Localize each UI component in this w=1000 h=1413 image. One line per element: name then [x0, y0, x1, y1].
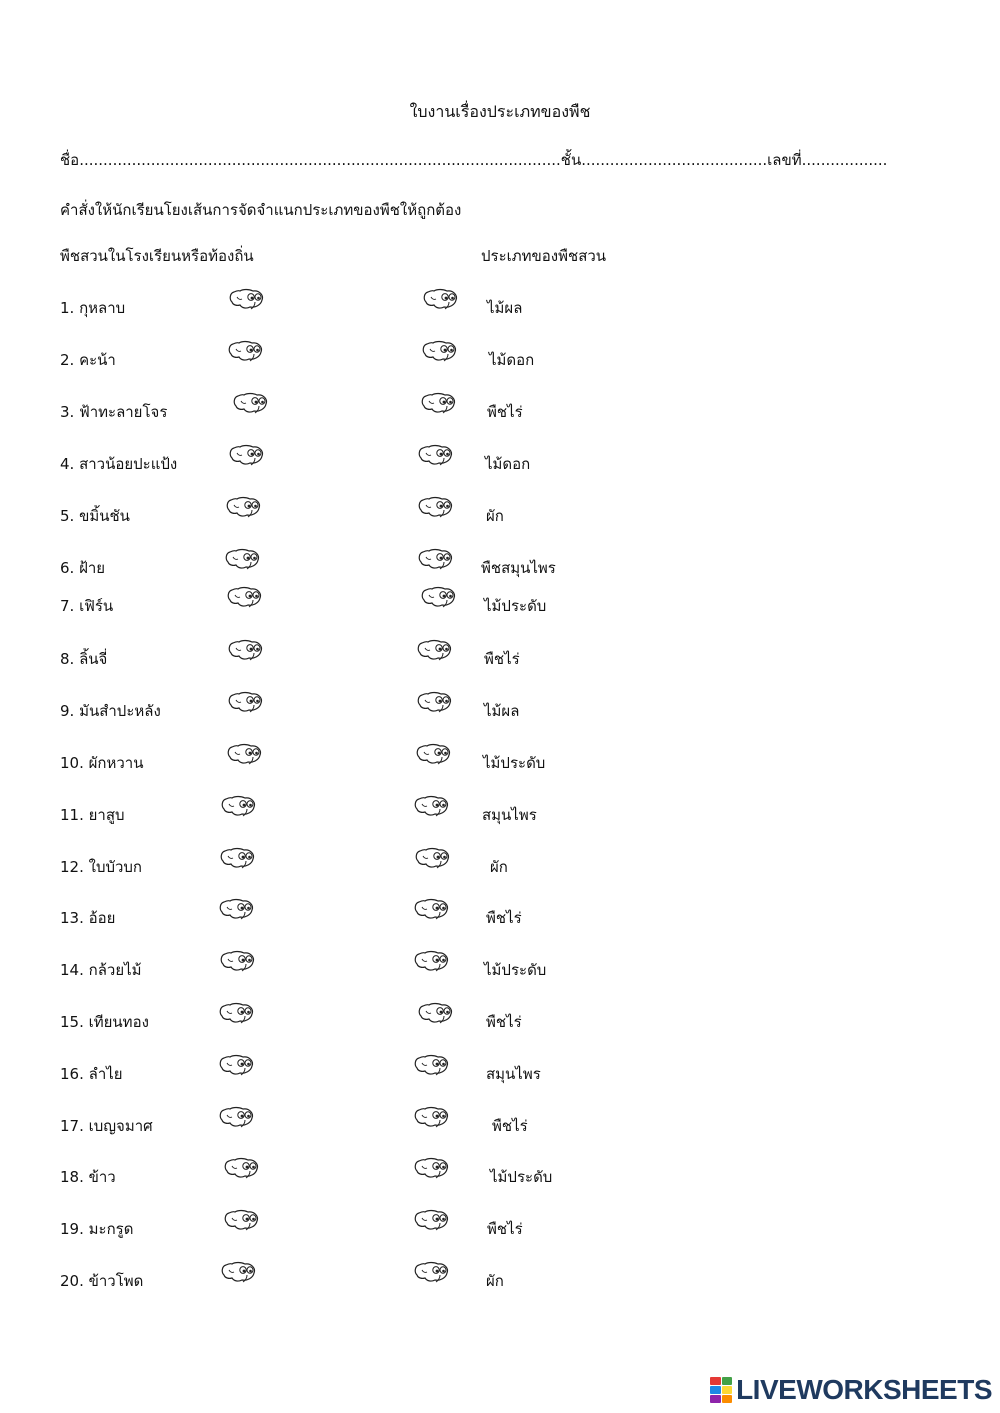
elephant-icon[interactable]	[416, 639, 454, 663]
elephant-icon[interactable]	[417, 444, 455, 468]
elephant-icon[interactable]	[227, 639, 265, 663]
plant-item: 7. เฟิร์น	[60, 597, 114, 615]
name-field[interactable]: ชื่อ.....................................................................................................	[60, 151, 561, 169]
elephant-icon[interactable]	[414, 847, 452, 871]
elephant-icon[interactable]	[225, 496, 263, 520]
liveworksheets-logo	[710, 1373, 992, 1407]
plant-category: ไม้ประดับ	[490, 1168, 553, 1186]
plant-item: 6. ฝ้าย	[60, 559, 106, 577]
elephant-icon[interactable]	[228, 444, 266, 468]
plant-category: พืชไร่	[486, 909, 522, 927]
plant-item: 19. มะกรูด	[60, 1220, 134, 1238]
plant-category: ไม้ประดับ	[484, 961, 547, 979]
plant-item: 16. ลำไย	[60, 1065, 123, 1083]
plant-item: 15. เทียนทอง	[60, 1013, 149, 1031]
elephant-icon[interactable]	[227, 691, 265, 715]
plant-category: พืชไร่	[487, 403, 523, 421]
plant-item: 10. ผักหวาน	[60, 754, 144, 772]
plant-item: 4. สาวน้อยปะแป้ง	[60, 455, 178, 473]
plant-item: 1. กุหลาบ	[60, 299, 126, 317]
plant-category: พืชไร่	[492, 1117, 528, 1135]
plant-category: พืชสมุนไพร	[481, 559, 556, 577]
plant-category: ไม้ดอก	[489, 351, 535, 369]
elephant-icon[interactable]	[421, 340, 459, 364]
elephant-icon[interactable]	[413, 1261, 451, 1285]
elephant-icon[interactable]	[413, 1054, 451, 1078]
logo-text: LIVEWORKSHEETS	[736, 1374, 992, 1405]
elephant-icon[interactable]	[218, 898, 256, 922]
elephant-icon[interactable]	[413, 1157, 451, 1181]
elephant-icon[interactable]	[227, 340, 265, 364]
plant-category: ผัก	[486, 507, 504, 525]
plant-item: 2. คะน้า	[60, 351, 116, 369]
elephant-icon[interactable]	[218, 1002, 256, 1026]
elephant-icon[interactable]	[417, 1002, 455, 1026]
plant-item: 9. มันสำปะหลัง	[60, 702, 161, 720]
plant-category: พืชไร่	[486, 1013, 522, 1031]
plant-category: ผัก	[490, 858, 508, 876]
plant-category: พืชไร่	[487, 1220, 523, 1238]
elephant-icon[interactable]	[226, 743, 264, 767]
elephant-icon[interactable]	[413, 1209, 451, 1233]
plant-item: 13. อ้อย	[60, 909, 116, 927]
elephant-icon[interactable]	[220, 1261, 258, 1285]
elephant-icon[interactable]	[422, 288, 460, 312]
elephant-icon[interactable]	[232, 392, 270, 416]
elephant-icon[interactable]	[219, 847, 257, 871]
elephant-icon[interactable]	[223, 1209, 261, 1233]
plant-item: 20. ข้าวโพด	[60, 1272, 144, 1290]
logo-badge-cell	[710, 1386, 721, 1394]
plant-category: ไม้ประดับ	[483, 754, 546, 772]
elephant-icon[interactable]	[416, 691, 454, 715]
logo-badge-cell	[722, 1386, 733, 1394]
elephant-icon[interactable]	[228, 288, 266, 312]
page-title: ใบงานเรื่องประเภทของพืช	[409, 102, 591, 121]
logo-badge-cell	[710, 1377, 721, 1385]
plant-category: ไม้ผล	[487, 299, 523, 317]
class-field[interactable]: ชั้น.......................................	[560, 151, 768, 169]
elephant-icon[interactable]	[218, 1054, 256, 1078]
plant-category: ไม้ดอก	[485, 455, 531, 473]
plant-item: 8. ลิ้นจี่	[60, 650, 108, 668]
elephant-icon[interactable]	[226, 586, 264, 610]
elephant-icon[interactable]	[413, 1106, 451, 1130]
elephant-icon[interactable]	[219, 950, 257, 974]
liveworksheets-logo-icon	[710, 1377, 732, 1403]
number-field[interactable]: เลขที่..................	[767, 151, 888, 169]
elephant-icon[interactable]	[413, 950, 451, 974]
elephant-icon[interactable]	[413, 898, 451, 922]
plant-item: 17. เบญจมาศ	[60, 1117, 153, 1135]
plant-item: 11. ยาสูบ	[60, 806, 125, 824]
plant-item: 5. ขมิ้นชัน	[60, 507, 130, 525]
plant-item: 14. กล้วยไม้	[60, 961, 142, 979]
plant-item: 3. ฟ้าทะลายโจร	[60, 403, 168, 421]
instruction-text: คำสั่งให้นักเรียนโยงเส้นการจัดจำแนกประเภทของพืชให้ถูกต้อง	[60, 201, 462, 219]
plant-category: ไม้ประดับ	[484, 597, 547, 615]
plant-category: สมุนไพร	[486, 1065, 541, 1083]
plant-category: พืชไร่	[484, 650, 520, 668]
elephant-icon[interactable]	[415, 743, 453, 767]
logo-badge-cell	[722, 1377, 733, 1385]
elephant-icon[interactable]	[420, 586, 458, 610]
plant-category: ไม้ผล	[484, 702, 520, 720]
plant-category: สมุนไพร	[482, 806, 537, 824]
left-column-header: พืชสวนในโรงเรียนหรือท้องถิ่น	[60, 247, 254, 265]
plant-item: 18. ข้าว	[60, 1168, 116, 1186]
logo-badge-cell	[722, 1395, 733, 1403]
elephant-icon[interactable]	[220, 795, 258, 819]
plant-category: ผัก	[486, 1272, 504, 1290]
elephant-icon[interactable]	[420, 392, 458, 416]
student-info-line	[60, 148, 887, 172]
right-column-header: ประเภทของพืชสวน	[481, 247, 607, 265]
elephant-icon[interactable]	[223, 1157, 261, 1181]
plant-item: 12. ใบบัวบก	[60, 858, 143, 876]
elephant-icon[interactable]	[417, 496, 455, 520]
elephant-icon[interactable]	[224, 548, 262, 572]
elephant-icon[interactable]	[417, 548, 455, 572]
elephant-icon[interactable]	[413, 795, 451, 819]
logo-badge-cell	[710, 1395, 721, 1403]
elephant-icon[interactable]	[218, 1106, 256, 1130]
